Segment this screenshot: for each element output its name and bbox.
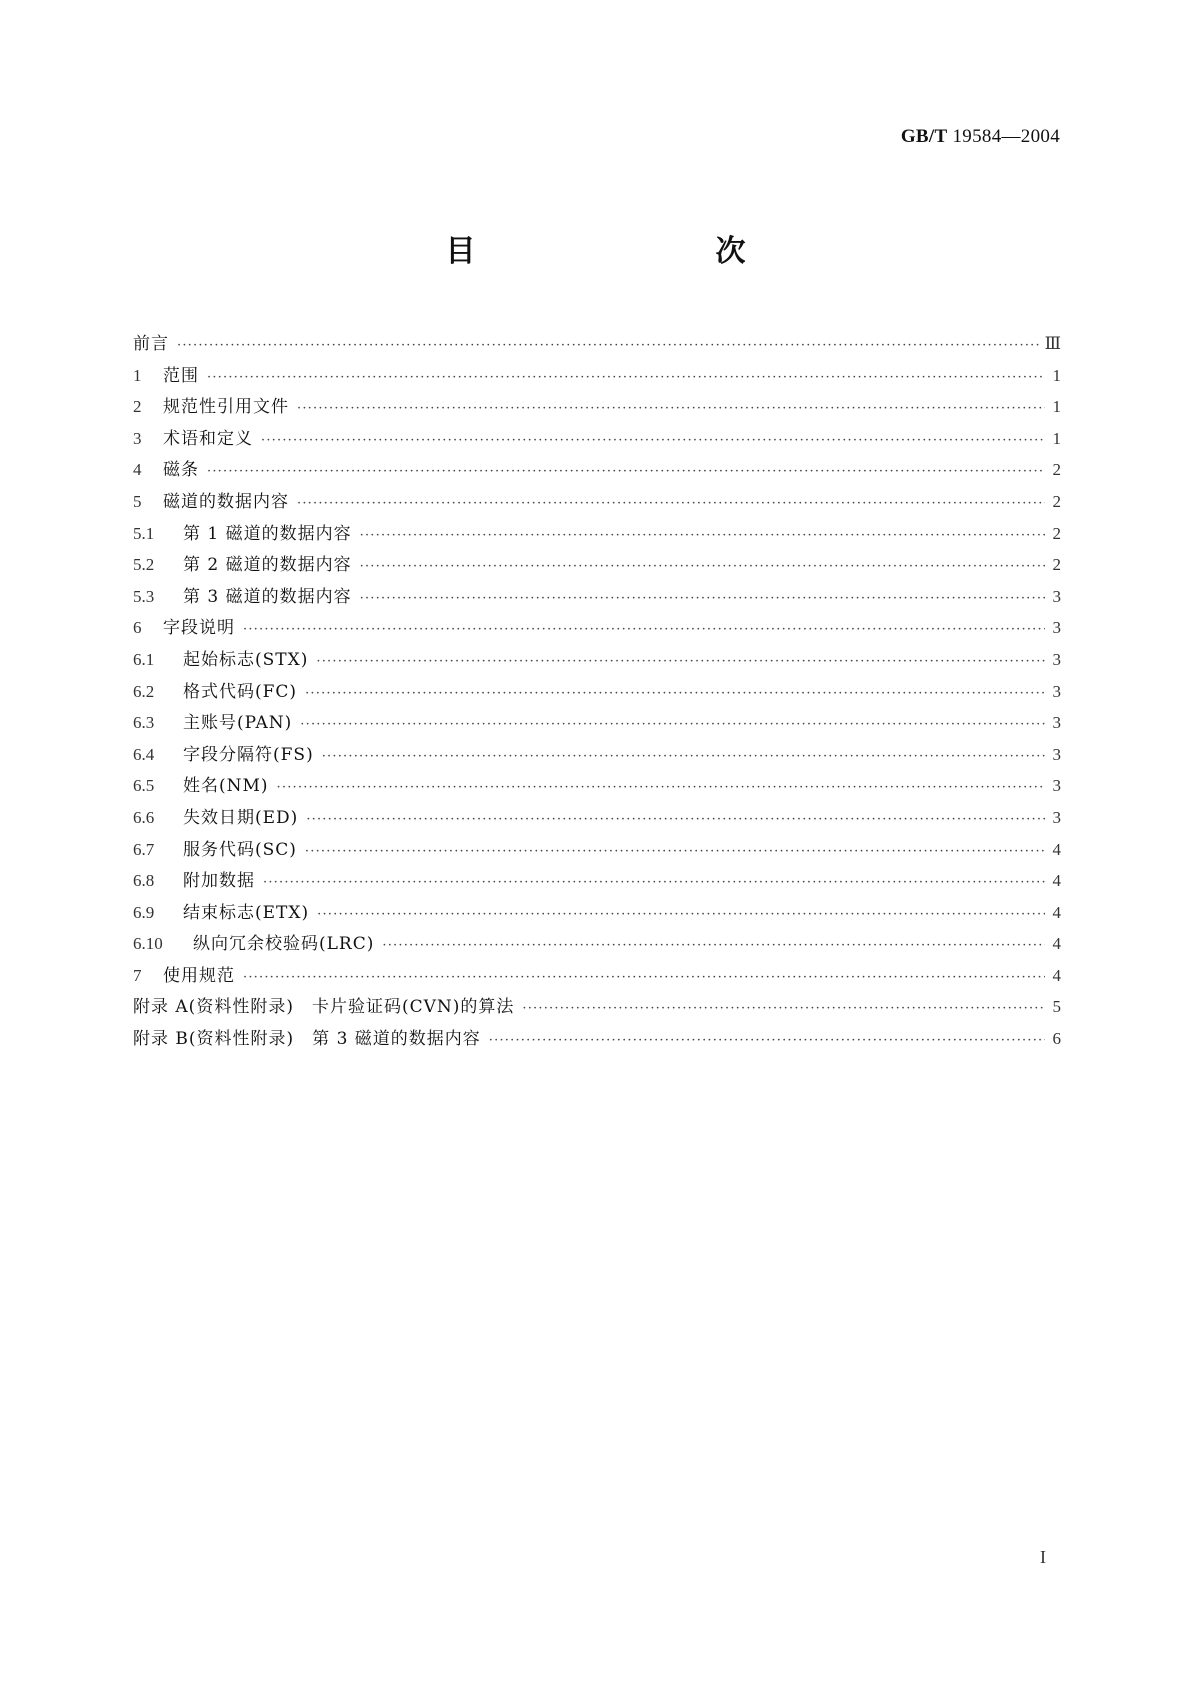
toc-entry[interactable] bbox=[133, 361, 1061, 393]
toc-entry[interactable] bbox=[133, 392, 1061, 424]
toc-entry-number: 3 bbox=[133, 428, 142, 448]
page-number: I bbox=[1040, 1547, 1046, 1567]
toc-entry-number: 2 bbox=[133, 397, 142, 417]
toc-entry[interactable] bbox=[133, 455, 1061, 487]
toc-entry-number: 6.3 bbox=[133, 713, 155, 733]
toc-dot-leader bbox=[263, 875, 1045, 890]
toc-dot-leader bbox=[360, 528, 1045, 543]
toc-dot-leader bbox=[317, 907, 1045, 922]
toc-entry[interactable] bbox=[133, 740, 1061, 772]
toc-entry-title: 规范性引用文件 bbox=[163, 397, 289, 418]
toc-entry-page: 2 bbox=[1052, 523, 1061, 543]
toc-entry[interactable] bbox=[133, 487, 1061, 519]
toc-dot-leader bbox=[261, 433, 1045, 448]
toc-entry-page: Ⅲ bbox=[1044, 334, 1061, 353]
toc-entry[interactable] bbox=[133, 1024, 1061, 1056]
toc-dot-leader bbox=[207, 464, 1045, 479]
toc-entry-title: 主账号(PAN) bbox=[183, 713, 293, 734]
toc-entry[interactable] bbox=[133, 424, 1061, 456]
toc-entry[interactable] bbox=[133, 803, 1061, 835]
toc-entry-number: 6.1 bbox=[133, 649, 155, 669]
toc-entry-page: 3 bbox=[1052, 807, 1061, 827]
toc-entry-page: 3 bbox=[1052, 776, 1061, 796]
toc-entry-title: 字段说明 bbox=[163, 618, 235, 639]
toc-dot-leader bbox=[489, 1033, 1045, 1048]
toc-dot-leader bbox=[306, 812, 1045, 827]
toc-entry-title: 前言 bbox=[133, 334, 169, 354]
toc-entry-number: 6.6 bbox=[133, 807, 155, 827]
toc-dot-leader bbox=[243, 622, 1045, 637]
toc-entry-page: 4 bbox=[1052, 839, 1061, 859]
toc-entry-number: 6.7 bbox=[133, 839, 155, 859]
toc-entry[interactable] bbox=[133, 992, 1061, 1024]
toc-entry-number: 6 bbox=[133, 618, 142, 638]
toc-entry-page: 2 bbox=[1052, 460, 1061, 480]
toc-entry-number: 1 bbox=[133, 365, 142, 385]
toc-entry-title: 结束标志(ETX) bbox=[183, 902, 310, 923]
toc-entry[interactable] bbox=[133, 329, 1061, 361]
toc-entry-number: 5.3 bbox=[133, 586, 155, 606]
toc-entry-number: 4 bbox=[133, 460, 142, 480]
toc-entry-title: 起始标志(STX) bbox=[183, 649, 309, 670]
toc-entry-title: 第 1 磁道的数据内容 bbox=[183, 523, 352, 544]
toc-entry-title: 范围 bbox=[163, 365, 199, 386]
standard-code bbox=[901, 126, 1060, 148]
toc-entry-page: 2 bbox=[1052, 491, 1061, 511]
toc-entry[interactable] bbox=[133, 645, 1061, 677]
toc-entry[interactable] bbox=[133, 677, 1061, 709]
toc-entry-title: 失效日期(ED) bbox=[183, 807, 299, 828]
toc-entry-title: 术语和定义 bbox=[163, 428, 253, 449]
toc-entry-title: 服务代码(SC) bbox=[183, 839, 297, 860]
toc-entry[interactable] bbox=[133, 961, 1061, 993]
toc-entry-page: 3 bbox=[1052, 618, 1061, 638]
toc-entry[interactable] bbox=[133, 550, 1061, 582]
toc-entry-number: 5.2 bbox=[133, 555, 155, 575]
toc-title: 目 次 bbox=[445, 234, 806, 269]
standard-number: 19584—2004 bbox=[952, 126, 1060, 147]
toc-entry-number: 6.9 bbox=[133, 902, 155, 922]
toc-dot-leader bbox=[207, 370, 1045, 385]
toc-entry-title: 格式代码(FC) bbox=[183, 681, 298, 702]
toc-entry-page: 1 bbox=[1052, 397, 1061, 417]
toc-entry-number: 5.1 bbox=[133, 523, 155, 543]
toc-entry-title: 磁条 bbox=[163, 460, 199, 481]
toc-entry-title: 纵向冗余校验码(LRC) bbox=[193, 934, 375, 955]
toc-entry-page: 5 bbox=[1052, 997, 1061, 1017]
toc-entry-title: 使用规范 bbox=[163, 965, 235, 986]
toc-entry-page: 4 bbox=[1052, 965, 1061, 985]
toc-entry-title: 姓名(NM) bbox=[183, 776, 269, 797]
toc-dot-leader bbox=[522, 1001, 1045, 1016]
toc-entry[interactable] bbox=[133, 835, 1061, 867]
toc-entry-title: 第 3 磁道的数据内容 bbox=[183, 586, 352, 607]
toc-entry-page: 1 bbox=[1052, 365, 1061, 385]
toc-dot-leader bbox=[305, 686, 1045, 701]
toc-dot-leader bbox=[305, 844, 1045, 859]
toc-entry-number: 5 bbox=[133, 491, 142, 511]
toc-entry-page: 4 bbox=[1052, 871, 1061, 891]
toc-dot-leader bbox=[316, 654, 1045, 669]
toc-entry-number: 7 bbox=[133, 965, 142, 985]
toc-dot-leader bbox=[322, 749, 1045, 764]
toc-dot-leader bbox=[360, 559, 1045, 574]
toc-entry-title: 字段分隔符(FS) bbox=[183, 744, 314, 765]
toc-entry[interactable] bbox=[133, 519, 1061, 551]
toc-entry[interactable] bbox=[133, 866, 1061, 898]
toc-entry-number: 6.8 bbox=[133, 871, 155, 891]
toc-entry[interactable] bbox=[133, 582, 1061, 614]
toc-entry[interactable] bbox=[133, 613, 1061, 645]
toc-dot-leader bbox=[177, 338, 1039, 353]
toc-dot-leader bbox=[243, 970, 1045, 985]
toc-entry-page: 3 bbox=[1052, 681, 1061, 701]
toc-entry-title: 第 2 磁道的数据内容 bbox=[183, 555, 352, 576]
toc-entry-number: 6.5 bbox=[133, 776, 155, 796]
toc-entry-page: 6 bbox=[1052, 1029, 1061, 1049]
toc-entry-title: 附录 B(资料性附录) 第 3 磁道的数据内容 bbox=[133, 1029, 481, 1050]
toc-entry-page: 3 bbox=[1052, 744, 1061, 764]
toc-entry-title: 附录 A(资料性附录) 卡片验证码(CVN)的算法 bbox=[133, 997, 515, 1018]
toc-entry[interactable] bbox=[133, 929, 1061, 961]
toc-entry-number: 6.2 bbox=[133, 681, 155, 701]
toc-dot-leader bbox=[300, 717, 1045, 732]
toc-entry-number: 6.10 bbox=[133, 934, 163, 954]
toc-entry[interactable] bbox=[133, 771, 1061, 803]
toc-entry-title: 附加数据 bbox=[183, 871, 255, 892]
toc-dot-leader bbox=[297, 496, 1045, 511]
toc-entry-page: 1 bbox=[1052, 428, 1061, 448]
toc-dot-leader bbox=[360, 591, 1045, 606]
toc-entry-page: 4 bbox=[1052, 934, 1061, 954]
toc-entry-page: 3 bbox=[1052, 649, 1061, 669]
toc-entry-page: 3 bbox=[1052, 586, 1061, 606]
toc-entry-title: 磁道的数据内容 bbox=[163, 491, 289, 512]
toc-entry-page: 2 bbox=[1052, 555, 1061, 575]
toc-entry-number: 6.4 bbox=[133, 744, 155, 764]
toc-dot-leader bbox=[297, 401, 1045, 416]
toc-dot-leader bbox=[382, 938, 1045, 953]
toc-dot-leader bbox=[277, 780, 1045, 795]
toc-entry-page: 4 bbox=[1052, 902, 1061, 922]
standard-prefix: GB/T bbox=[900, 126, 948, 147]
table-of-contents bbox=[133, 329, 1061, 1056]
toc-entry-page: 3 bbox=[1052, 713, 1061, 733]
toc-entry[interactable] bbox=[133, 708, 1061, 740]
toc-entry[interactable] bbox=[133, 898, 1061, 930]
